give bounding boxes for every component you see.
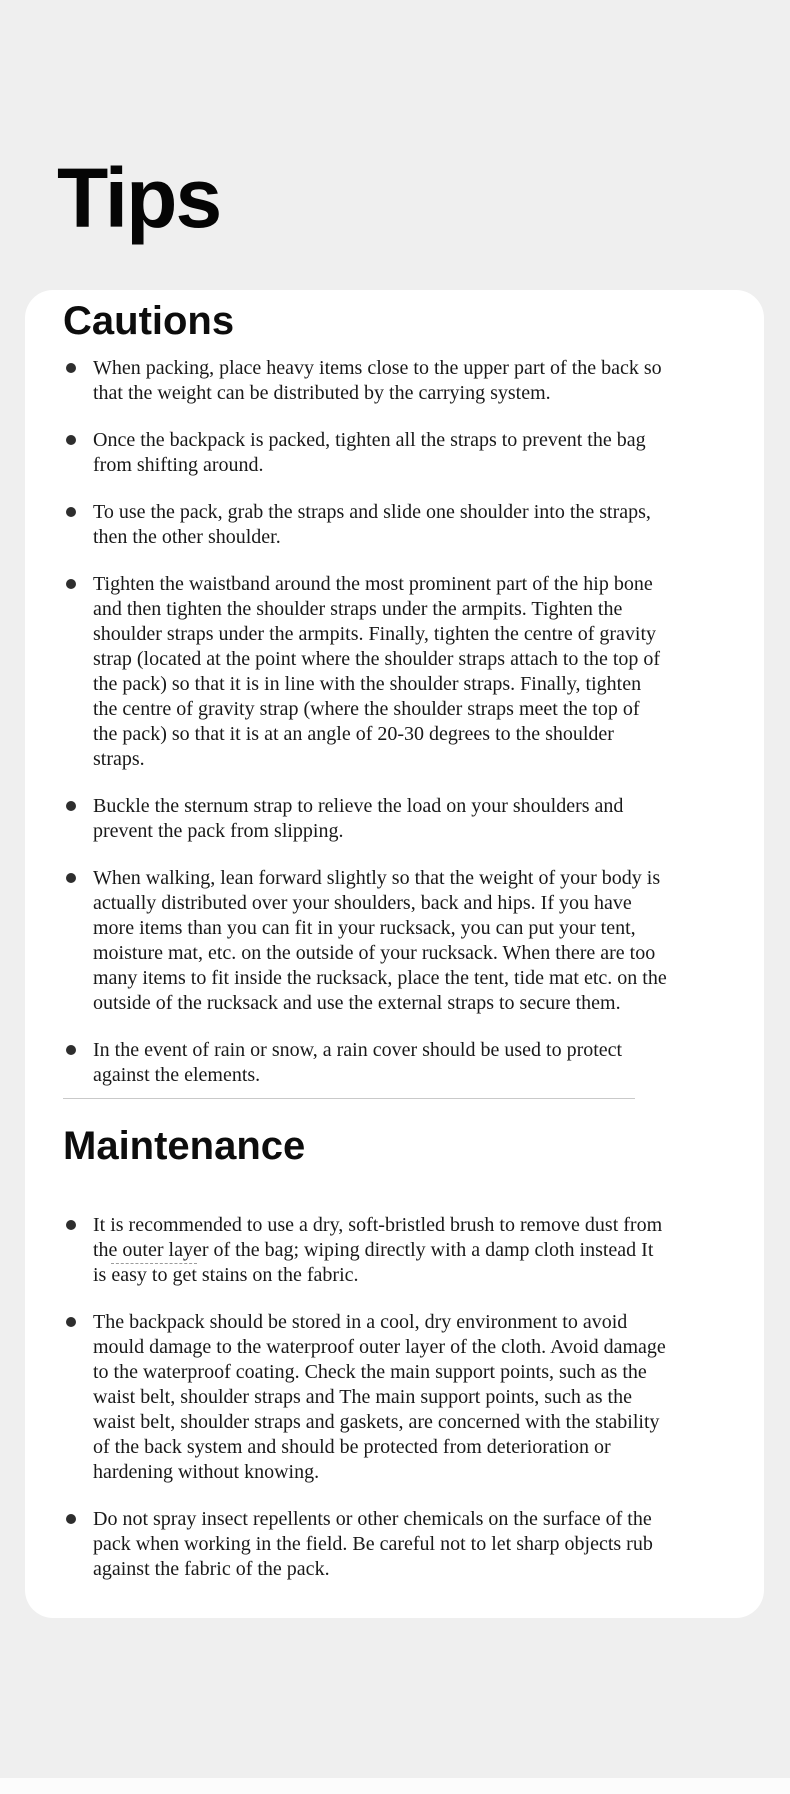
- list-item: [63, 1310, 667, 1485]
- bullet-text: The backpack should be stored in a cool, dry environment to avoid mould damage to the waterproof outer layer of the cloth. Avoid damage to the waterproof coating. Check the main support points, such as the waist belt, shoulder straps and The main support points, such as the waist belt, shoulder straps and gaskets, are concerned with the stability of the back system and should be protected from deterioration or hardening without knowing.: [93, 1311, 666, 1483]
- bottom-strip: [0, 1778, 790, 1794]
- list-item: [63, 794, 667, 844]
- bullet-dot-icon: [66, 1045, 76, 1055]
- section-heading-maintenance: Maintenance: [63, 1124, 306, 1168]
- bullet-text-marked: easy to get: [111, 1264, 197, 1286]
- maintenance-list: [63, 1213, 726, 1582]
- bullet-text: Buckle the sternum strap to relieve the load on your shoulders and prevent the pack from slipping.: [93, 795, 624, 842]
- bullet-text: When packing, place heavy items close to the upper part of the back so that the weight can be distributed by the carrying system.: [93, 357, 662, 404]
- list-item: [63, 1213, 667, 1288]
- bullet-text: In the event of rain or snow, a rain cover should be used to protect against the elements.: [93, 1039, 623, 1086]
- bullet-dot-icon: [66, 363, 76, 373]
- bullet-dot-icon: [66, 579, 76, 589]
- bullet-text: [93, 1214, 662, 1286]
- bullet-dot-icon: [66, 1514, 76, 1524]
- list-item: [63, 866, 667, 1016]
- bullet-text: Tighten the waistband around the most prominent part of the hip bone and then tighten the shoulder straps under the armpits. Tighten the shoulder straps under the armpits. Finally, tighten the centre of gravity strap (located at the point where the shoulder straps attach to the top of the pack) so that it is in line with the shoulder straps. Finally, tighten the centre of gravity strap (where the shoulder straps meet the top of the pack) so that it is at an angle of 20-30 degrees to the shoulder straps.: [93, 573, 661, 770]
- list-item: [63, 572, 667, 772]
- bullet-text-pre: It is recommended to use a dry, soft-bristled brush to remove dust from the outer layer of the bag; wiping directly with a damp cloth instead It is: [93, 1214, 663, 1286]
- bullet-text: Once the backpack is packed, tighten all the straps to prevent the bag from shifting around.: [93, 429, 646, 476]
- bullet-text: To use the pack, grab the straps and slide one shoulder into the straps, then the other shoulder.: [93, 501, 651, 548]
- section-heading-cautions: Cautions: [63, 299, 235, 343]
- bullet-text: Do not spray insect repellents or other chemicals on the surface of the pack when working in the field. Be careful not to let sharp objects rub against the fabric of the pack.: [93, 1508, 653, 1580]
- list-item: [63, 428, 667, 478]
- page-title: Tips: [57, 151, 221, 245]
- bullet-text: When walking, lean forward slightly so that the weight of your body is actually distributed over your shoulders, back and hips. If you have more items than you can fit in your rucksack, you can put your tent, moisture mat, etc. on the outside of your rucksack. When there are too many items to fit inside the rucksack, place the tent, tide mat etc. on the outside of the rucksack and use the external straps to secure them.: [93, 867, 667, 1014]
- list-item: [63, 356, 667, 406]
- bullet-dot-icon: [66, 873, 76, 883]
- cautions-list: [63, 356, 726, 1088]
- list-item: [63, 1038, 667, 1088]
- list-item: [63, 1507, 667, 1582]
- bullet-dot-icon: [66, 1220, 76, 1230]
- section-divider: [63, 1098, 635, 1099]
- bullet-dot-icon: [66, 801, 76, 811]
- bullet-text-post: stains on the fabric.: [196, 1264, 359, 1286]
- content-card: [25, 290, 764, 1618]
- bullet-dot-icon: [66, 507, 76, 517]
- bullet-dot-icon: [66, 1317, 76, 1327]
- list-item: [63, 500, 667, 550]
- bullet-dot-icon: [66, 435, 76, 445]
